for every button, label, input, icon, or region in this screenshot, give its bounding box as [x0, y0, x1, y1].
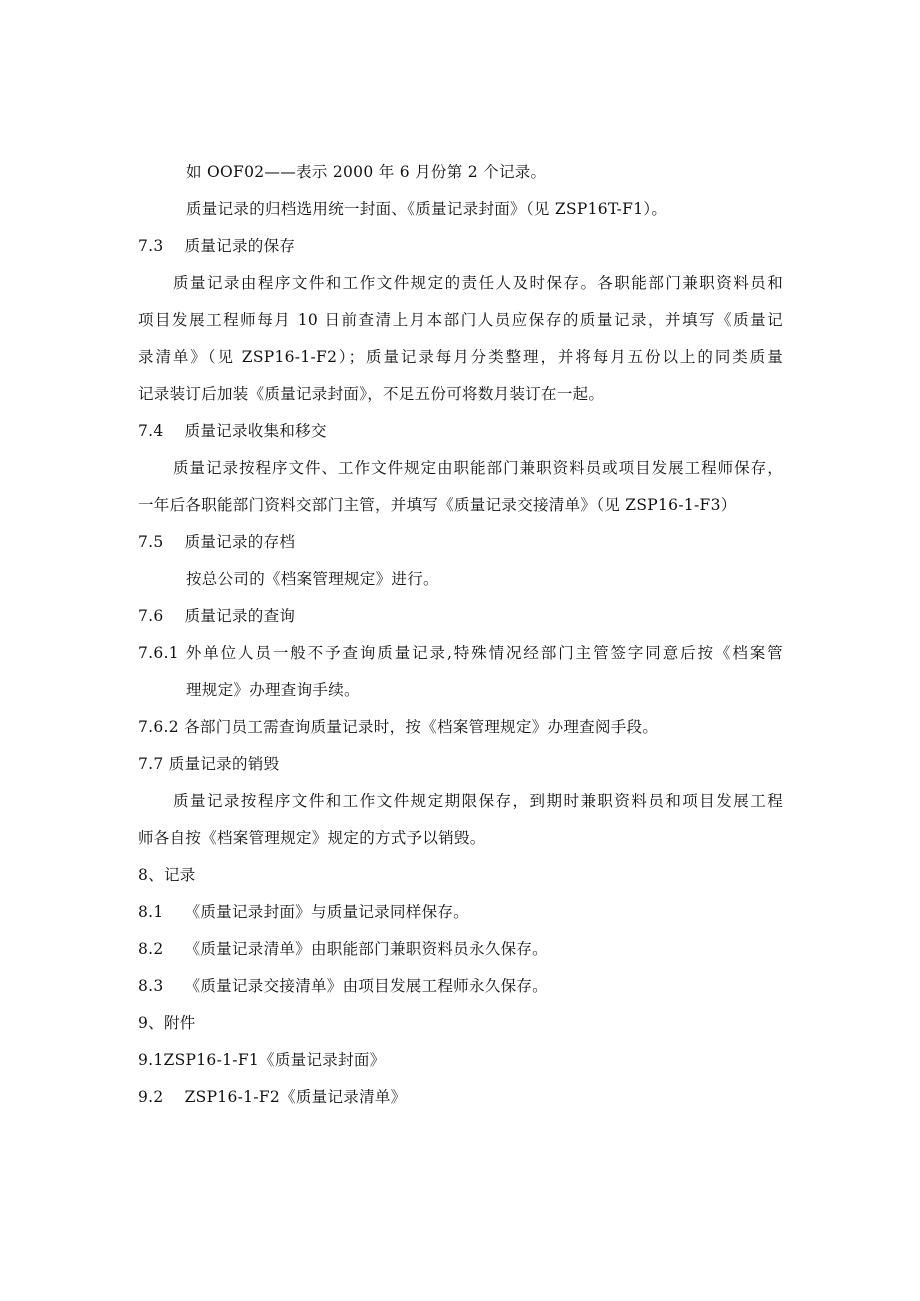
- paragraph-7-4-line-2: 一年后各职能部门资料交部门主管，并填写《质量记录交接清单》（见 ZSP16-1-F3）: [138, 496, 737, 514]
- paragraph-7-3-line-4: 记录装订后加装《质量记录封面》，不足五份可将数月装订在一起。: [138, 385, 605, 403]
- heading-7-3: 7.3 质量记录的保存: [138, 237, 296, 255]
- paragraph-7-6-1-line-2: 理规定》办理查询手续。: [186, 681, 360, 699]
- heading-9: 9、附件: [138, 1014, 196, 1032]
- heading-7-7: 7.7 质量记录的销毁: [138, 755, 280, 773]
- paragraph-7-3-line-3: 录清单》（见 ZSP16-1-F2）；质量记录每月分类整理，并将每月五份以上的同类质量: [138, 348, 783, 366]
- paragraph-7-6-1-line-1: 7.6.1 外单位人员一般不予查询质量记录,特殊情况经部门主管签字同意后按《档案管: [138, 644, 783, 662]
- paragraph-7-5: 按总公司的《档案管理规定》进行。: [186, 570, 439, 588]
- paragraph-7-6-2: 7.6.2 各部门员工需查询质量记录时，按《档案管理规定》办理查阅手段。: [138, 718, 659, 736]
- item-8-2: 8.2 《质量记录清单》由职能部门兼职资料员永久保存。: [138, 940, 548, 958]
- paragraph-7-7-line-1: 质量记录按程序文件和工作文件规定期限保存，到期时兼职资料员和项目发展工程: [173, 792, 783, 810]
- heading-8: 8、记录: [138, 866, 196, 884]
- paragraph-7-3-line-1: 质量记录由程序文件和工作文件规定的责任人及时保存。各职能部门兼职资料员和: [173, 274, 783, 292]
- heading-7-4: 7.4 质量记录收集和移交: [138, 422, 327, 440]
- paragraph-record-number-example: 如 OOF02——表示 2000 年 6 月份第 2 个记录。: [186, 163, 547, 181]
- item-9-1: 9.1ZSP16-1-F1《质量记录封面》: [138, 1051, 386, 1069]
- heading-7-5: 7.5 质量记录的存档: [138, 533, 296, 551]
- item-8-3: 8.3 《质量记录交接清单》由项目发展工程师永久保存。: [138, 977, 548, 995]
- paragraph-7-4-line-1: 质量记录按程序文件、工作文件规定由职能部门兼职资料员或项目发展工程师保存，: [173, 459, 783, 477]
- paragraph-7-3-line-2: 项目发展工程师每月 10 日前查清上月本部门人员应保存的质量记录，并填写《质量记: [138, 311, 783, 329]
- item-9-2: 9.2 ZSP16-1-F2《质量记录清单》: [138, 1088, 407, 1106]
- paragraph-archive-cover: 质量记录的归档选用统一封面、《质量记录封面》（见 ZSP16T-F1）。: [186, 200, 668, 218]
- paragraph-7-7-line-2: 师各自按《档案管理规定》规定的方式予以销毁。: [138, 829, 486, 847]
- item-8-1: 8.1 《质量记录封面》与质量记录同样保存。: [138, 903, 469, 921]
- heading-7-6: 7.6 质量记录的查询: [138, 607, 296, 625]
